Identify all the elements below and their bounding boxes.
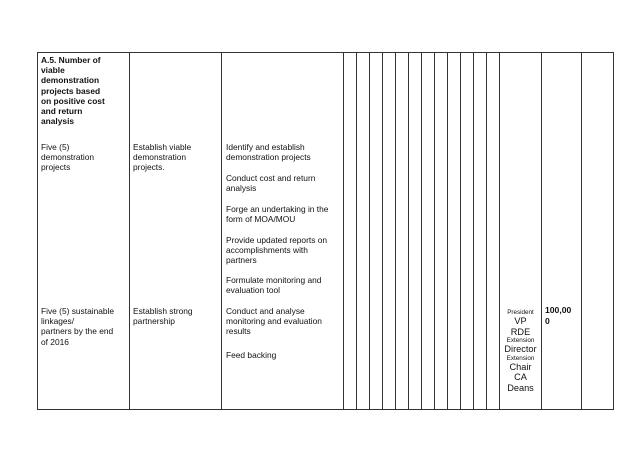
activity-line: monitoring and evaluation xyxy=(226,316,322,327)
activity-line: Conduct and analyse xyxy=(226,306,305,316)
budget-line: 0 xyxy=(545,316,550,326)
work-plan-table xyxy=(37,52,614,410)
responsible-entry: Director xyxy=(504,344,537,355)
responsible-entry: CA xyxy=(514,372,527,383)
strategy-line: Establish strong xyxy=(133,306,193,316)
activity-line: evaluation tool xyxy=(226,285,281,296)
activity-line: results xyxy=(226,326,251,337)
target-line: projects xyxy=(41,162,71,173)
strategy-line: demonstration xyxy=(133,152,187,163)
activity-item xyxy=(226,350,276,360)
target-demonstration-projects xyxy=(41,142,94,173)
budget-line: 100,00 xyxy=(545,305,572,315)
activity-line: Conduct cost and return xyxy=(226,173,316,183)
timeline-month-cell xyxy=(409,53,422,410)
activity-line: Identify and establish xyxy=(226,142,305,152)
activity-line: Formulate monitoring and xyxy=(226,275,322,285)
remarks-cell xyxy=(582,53,614,410)
activity-item xyxy=(226,235,327,266)
timeline-month-cell xyxy=(487,53,500,410)
timeline-month-cell xyxy=(357,53,370,410)
strategy-line: partnership xyxy=(133,316,175,327)
activity-item xyxy=(226,306,322,337)
strategy-cell xyxy=(130,53,222,410)
strategy-demonstration xyxy=(133,142,191,173)
activity-line: Provide updated reports on xyxy=(226,235,328,245)
strategy-partnership xyxy=(133,306,193,326)
timeline-month-cell xyxy=(422,53,435,410)
responsible-entry: Deans xyxy=(507,382,534,393)
timeline-month-cell xyxy=(370,53,383,410)
activity-line: demonstration projects xyxy=(226,152,311,163)
timeline-month-cell xyxy=(383,53,396,410)
budget-amount xyxy=(545,305,571,327)
indicator-heading-line: and return xyxy=(41,106,83,117)
responsible-entry: Extension xyxy=(506,354,535,362)
responsible-cell xyxy=(500,53,542,410)
target-line: Five (5) xyxy=(41,142,70,152)
timeline-month-cell xyxy=(448,53,461,410)
activity-line: Feed backing xyxy=(226,350,277,360)
budget-cell xyxy=(542,53,582,410)
activity-item xyxy=(226,275,321,295)
responsible-entry: RDE xyxy=(510,326,531,337)
timeline-month-cell xyxy=(474,53,487,410)
responsible-entry: President xyxy=(507,309,534,316)
indicator-heading-line: on positive cost xyxy=(41,95,105,106)
activity-line: accomplishments with xyxy=(226,245,308,256)
indicator-heading xyxy=(41,55,105,126)
responsible-list xyxy=(500,309,541,394)
strategy-line: projects. xyxy=(133,162,165,173)
activity-line: form of MOA/MOU xyxy=(226,214,296,225)
responsible-entry: VP xyxy=(514,316,527,326)
activity-line: Forge an undertaking in the xyxy=(226,204,329,214)
indicator-cell xyxy=(38,53,130,410)
target-line: Five (5) sustainable xyxy=(41,306,115,316)
activity-item xyxy=(226,204,328,224)
responsible-entry: Chair xyxy=(509,361,532,372)
target-line: linkages/ xyxy=(41,316,75,327)
activity-item xyxy=(226,173,315,193)
indicator-heading-line: viable xyxy=(41,65,65,76)
responsible-entry: Extension xyxy=(506,337,535,345)
target-line: of 2016 xyxy=(41,336,69,347)
indicator-heading-line: demonstration xyxy=(41,75,100,86)
timeline-month-cell xyxy=(344,53,357,410)
indicator-heading-line: projects based xyxy=(41,85,101,96)
activity-line: analysis xyxy=(226,183,257,194)
target-line: demonstration xyxy=(41,152,95,163)
indicator-heading-line: analysis xyxy=(41,116,75,127)
indicator-heading-line: A.5. Number of xyxy=(41,55,101,65)
timeline-month-cell xyxy=(396,53,409,410)
target-line: partners by the end xyxy=(41,326,114,337)
target-linkages xyxy=(41,306,114,347)
activity-item xyxy=(226,142,311,162)
activities-cell xyxy=(222,53,344,410)
strategy-line: Establish viable xyxy=(133,142,192,152)
timeline-month-cell xyxy=(435,53,448,410)
activity-line: partners xyxy=(226,255,257,266)
timeline-month-cell xyxy=(461,53,474,410)
